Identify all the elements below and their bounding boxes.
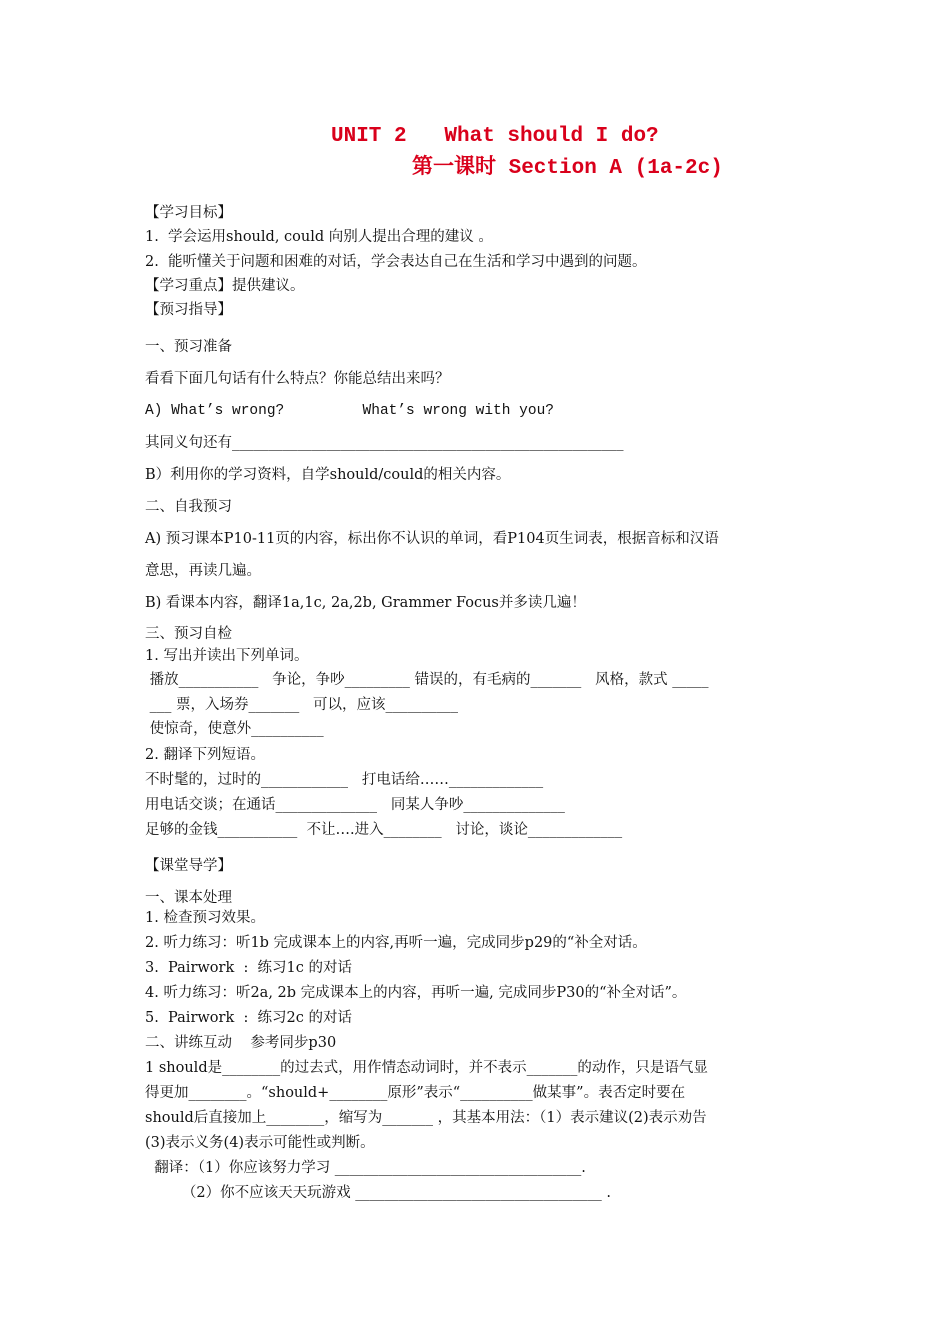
translate-item-1: 翻译：（1）你应该努力学习 __________________________________. xyxy=(145,1160,586,1176)
objective-2: 2. 能听懂关于问题和困难的对话，学会表达自己在生活和学习中遇到的问题。 xyxy=(145,254,647,270)
section-heading-focus: 【学习重点】提供建议。 xyxy=(145,278,305,294)
section-heading-classroom: 【课堂导学】 xyxy=(145,858,232,874)
word-blanks-row-1: 播放___________ 争论，争吵_________ 错误的，有毛病的_______ 风格，款式 _____ xyxy=(145,672,709,688)
self-check-words-prompt: 1. 写出并读出下列单词。 xyxy=(145,648,309,664)
translate-item-2: （2）你不应该天天玩游戏 __________________________________ . xyxy=(145,1185,611,1201)
should-explanation-1: 1 should是________的过去式，用作情态动词时，并不表示_______的动作，只是语气显 xyxy=(145,1060,708,1076)
self-preview-a: A) 预习课本P10-11页的内容，标出你不认识的单词，看P104页生词表，根据音标和汉语 xyxy=(145,531,719,547)
textbook-heading: 一、课本处理 xyxy=(145,890,232,906)
preview-prep-heading: 一、预习准备 xyxy=(145,339,232,355)
example-sentences: A) What’s wrong? What’s wrong with you? xyxy=(145,403,554,419)
section-heading-preview: 【预习指导】 xyxy=(145,302,232,318)
phrase-translate-prompt: 2. 翻译下列短语。 xyxy=(145,747,265,763)
word-blanks-row-2: ___ 票，入场券_______ 可以，应该__________ xyxy=(145,697,459,713)
self-preview-a-cont: 意思，再读几遍。 xyxy=(145,563,261,579)
self-preview-b: B) 看课本内容，翻译1a,1c, 2a,2b, Grammer Focus并多读几遍！ xyxy=(145,595,586,611)
synonym-blank: 其同义句还有______________________________________________________ xyxy=(145,435,624,451)
should-explanation-4: (3)表示义务(4)表示可能性或判断。 xyxy=(145,1135,375,1151)
classroom-step-5: 5. Pairwork : 练习2c 的对话 xyxy=(145,1010,353,1026)
word-blanks-row-3: 使惊奇，使意外__________ xyxy=(145,721,324,737)
section-heading-objectives: 【学习目标】 xyxy=(145,205,232,221)
self-study-note: B）利用你的学习资料，自学should/could的相关内容。 xyxy=(145,467,511,483)
objective-1: 1. 学会运用should, could 向别人提出合理的建议 。 xyxy=(145,229,493,245)
classroom-step-3: 3. Pairwork : 练习1c 的对话 xyxy=(145,960,353,976)
self-preview-heading: 二、自我预习 xyxy=(145,499,232,515)
phrase-blanks-row-3: 足够的金钱___________ 不让….进入________ 讨论，谈论_____________ xyxy=(145,822,623,838)
phrase-blanks-row-1: 不时髦的，过时的____________ 打电话给……_____________ xyxy=(145,772,544,788)
preview-question: 看看下面几句话有什么特点？你能总结出来吗？ xyxy=(145,371,450,387)
classroom-step-1: 1. 检查预习效果。 xyxy=(145,910,265,926)
title-line-1: UNIT 2 What should I do? xyxy=(331,125,659,148)
classroom-step-4: 4. 听力练习：听2a, 2b 完成课本上的内容，再听一遍, 完成同步P30的“补全对话”。 xyxy=(145,985,687,1001)
should-explanation-3: should后直接加上________，缩写为_______ ，其基本用法：（1）表示建议(2)表示劝告 xyxy=(145,1110,707,1126)
practice-heading: 二、讲练互动 参考同步p30 xyxy=(145,1035,337,1051)
self-check-heading: 三、预习自检 xyxy=(145,626,232,642)
phrase-blanks-row-2: 用电话交谈；在通话______________ 同某人争吵______________ xyxy=(145,797,565,813)
classroom-step-2: 2. 听力练习：听1b 完成课本上的内容,再听一遍，完成同步p29的“补全对话。 xyxy=(145,935,647,951)
title-line-2: 第一课时 Section A (1a-2c) xyxy=(412,157,723,180)
should-explanation-2: 得更加________。“should+________原形”表示“__________做某事”。表否定时要在 xyxy=(145,1085,686,1101)
